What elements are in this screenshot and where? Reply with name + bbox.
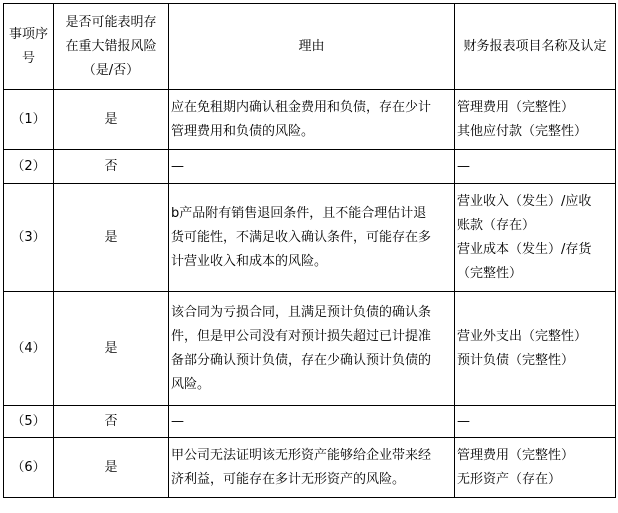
reason-cell: 应在免租期内确认租金费用和负债，存在少计 管理费用和负债的风险。 (169, 90, 455, 150)
table-row (4, 292, 616, 406)
item-number: （2） (4, 150, 54, 184)
table-row (4, 438, 616, 498)
header-statement-items: 财务报表项目名称及认定 (455, 4, 616, 90)
reason-cell: — (169, 406, 455, 438)
statement-items-cell: 管理费用（完整性） 无形资产（存在） (455, 438, 616, 498)
statement-items-cell: 管理费用（完整性） 其他应付款（完整性） (455, 90, 616, 150)
header-material-risk: 是否可能表明存 在重大错报风险 （是/否） (54, 4, 169, 90)
statement-items-cell: 营业收入（发生）/应收 账款（存在） 营业成本（发生）/存货 （完整性） (455, 184, 616, 292)
risk-flag: 否 (54, 406, 169, 438)
table-row (4, 90, 616, 150)
reason-cell: — (169, 150, 455, 184)
header-reason: 理由 (169, 4, 455, 90)
table-row (4, 184, 616, 292)
item-number: （5） (4, 406, 54, 438)
item-number: （3） (4, 184, 54, 292)
table-header-row (4, 4, 616, 90)
reason-cell: b产品附有销售退回条件，且不能合理估计退 货可能性，不满足收入确认条件，可能存在多 计营业收入和成本的风险。 (169, 184, 455, 292)
item-number: （6） (4, 438, 54, 498)
item-number: （4） (4, 292, 54, 406)
statement-items-cell: — (455, 406, 616, 438)
reason-cell: 该合同为亏损合同，且满足预计负债的确认条 件，但是甲公司没有对预计损失超过已计提准 备部分确认预计负债，存在少确认预计负债的 风险。 (169, 292, 455, 406)
reason-cell: 甲公司无法证明该无形资产能够给企业带来经 济利益，可能存在多计无形资产的风险。 (169, 438, 455, 498)
risk-flag: 否 (54, 150, 169, 184)
risk-flag: 是 (54, 292, 169, 406)
risk-flag: 是 (54, 90, 169, 150)
risk-flag: 是 (54, 438, 169, 498)
header-item-number: 事项序 号 (4, 4, 54, 90)
risk-flag: 是 (54, 184, 169, 292)
item-number: （1） (4, 90, 54, 150)
table-row (4, 150, 616, 184)
audit-risk-table (3, 3, 616, 498)
statement-items-cell: 营业外支出（完整性） 预计负债（完整性） (455, 292, 616, 406)
table-row (4, 406, 616, 438)
statement-items-cell: — (455, 150, 616, 184)
